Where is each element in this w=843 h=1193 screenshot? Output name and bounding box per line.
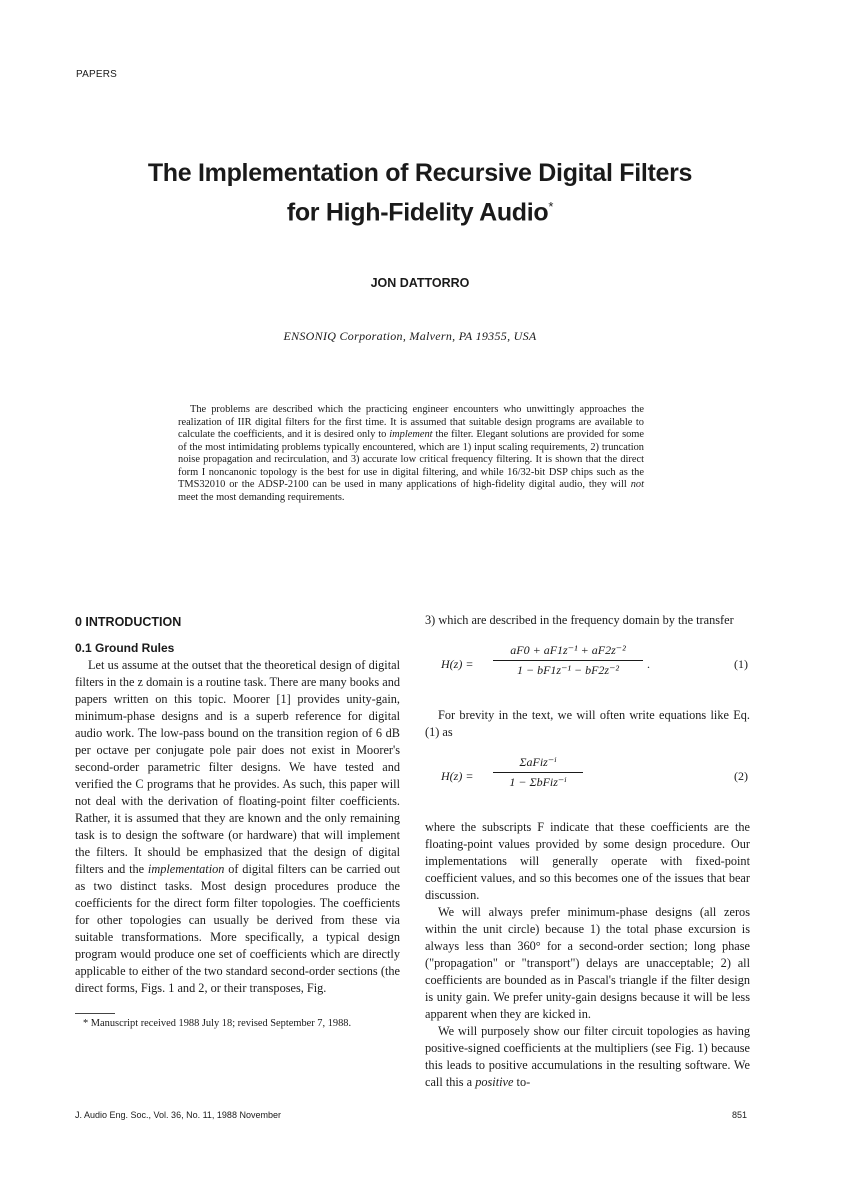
section-tag: PAPERS: [76, 69, 118, 80]
transfer-paragraph: 3) which are described in the frequency domain by the transfer: [425, 613, 734, 627]
journal-citation: J. Audio Eng. Soc., Vol. 36, No. 11, 1988 November: [75, 1110, 281, 1120]
abstract-emphasis-not: not: [630, 479, 644, 490]
intro-text-2: of digital filters can be carried out as two distinct tasks. Most design procedures produce the coefficients for the direct form filter topologies. The coefficients for other topologies can usually be derived from these via suitable transformations. More specifically, a typical design program would produce one set of coefficients which are directly applicable to either of the two standard second-order sections (the direct forms, Figs. 1 and 2, or their transposes, Fig.: [75, 862, 400, 995]
equation-2: [425, 753, 750, 805]
eq2-number: (2): [734, 769, 748, 783]
manuscript-footnote: * Manuscript received 1988 July 18; revised September 7, 1988.: [83, 1018, 352, 1029]
positive-emphasis: positive: [475, 1075, 514, 1089]
title-line-2: for High-Fidelity Audio: [286, 198, 549, 227]
equation-1: [425, 641, 750, 693]
title-line-1: The Implementation of Recursive Digital Filters: [147, 159, 693, 187]
abstract-text-3: meet the most demanding requirements.: [178, 491, 345, 503]
eq2-fraction: [493, 755, 583, 790]
eq1-denominator: 1 − bF1z⁻¹ − bF2z⁻²: [516, 663, 620, 677]
eq2-denominator: 1 − ΣbFiz⁻ⁱ: [509, 775, 567, 789]
eq1-fraction: [493, 643, 643, 678]
author-affiliation: ENSONIQ Corporation, Malvern, PA 19355, USA: [283, 329, 537, 343]
intro-text-1: Let us assume at the outset that the theoretical design of digital filters in the z domain is a routine task. There are many books and papers written on this topic. Moorer [1] provides unity-gain, minimum-phase designs and is a superb reference for digital audio work. The low-pass bound on the transition region of 6 dB per octave per conjugate pole pair does not exist in Moorer's second-order parametric filter designs. We have tested and verified the C programs that he provides. As such, this paper will not deal with the derivation of floating-point filter coefficients. Rather, it is assumed that they are known and the only remaining task is to design the software (or hardware) that will implement the filters. It should be emphasized that the design of digital filters and the: [75, 658, 400, 876]
paper-title: [60, 157, 780, 229]
positive-text-1: We will purposely show our filter circuit topologies as having positive-signed coefficients at the multipliers (see Fig. 1) because this leads to positive accumulations in the resulting software. We call this a: [425, 1024, 750, 1089]
section-heading-introduction: 0 INTRODUCTION: [75, 615, 182, 629]
left-column: [75, 612, 400, 1030]
eq2-lhs: H(z) =: [441, 769, 474, 783]
abstract: [178, 404, 644, 504]
eq2-numerator: ΣaFiz⁻ⁱ: [493, 755, 583, 773]
brevity-paragraph: For brevity in the text, we will often write equations like Eq. (1) as: [425, 708, 750, 739]
eq1-number: (1): [734, 657, 748, 671]
author-name: JON DATTORRO: [370, 276, 470, 290]
footnote-divider: [75, 1013, 115, 1014]
right-column: [425, 612, 750, 1091]
abstract-text-2: the filter. Elegant solutions are provided for some of the most intimidating problems typically encountered, which are 1) input scaling requirements, 2) truncation noise propagation and recirculation, and 3) accurate low critical frequency filtering. It is shown that the direct form I noncanonic topology is the best for use in digital filtering, and while 16/32-bit DSP chips such as the TMS32010 or the ADSP-2100 can be used in many applications of high-fidelity digital audio, they will: [178, 429, 644, 490]
title-footnote-marker: *: [548, 199, 554, 214]
intro-emphasis-implementation: implementation: [147, 862, 225, 876]
subsection-heading-ground-rules: 0.1 Ground Rules: [75, 641, 175, 655]
eq1-numerator: aF0 + aF1z⁻¹ + aF2z⁻²: [493, 643, 643, 661]
eq1-lhs: H(z) =: [441, 657, 474, 671]
subscripts-paragraph: where the subscripts F indicate that these coefficients are the floating-point values provided by some design procedure. Our implementations will generally operate with fixed-point coefficient values, and so this becomes one of the issues that bear discussion.: [425, 820, 750, 902]
abstract-text-1: The problems are described which the practicing engineer encounters who unwittingly approaches the realization of IIR digital filters for the first time. It is assumed that suitable design programs are available to calculate the coefficients, and it is desired only to: [178, 404, 644, 440]
positive-text-2: to-: [513, 1075, 531, 1089]
intro-paragraph: [75, 657, 400, 997]
eq1-period: .: [647, 657, 650, 671]
abstract-emphasis-implement: implement: [389, 429, 433, 440]
positive-topology-paragraph: [425, 1023, 750, 1091]
minimum-phase-paragraph: We will always prefer minimum-phase designs (all zeros within the unit circle) because 1) the total phase excursion is always less than 360° for a second-order section; long phase ("propagation" or "transport") delays are unacceptable; 2) all coefficients are bounded as in Pascal's triangle if the filter design is unity gain. We prefer unity-gain designs because it will be less apparent when they are kicked in.: [425, 905, 750, 1021]
page-number: 851: [732, 1110, 748, 1120]
